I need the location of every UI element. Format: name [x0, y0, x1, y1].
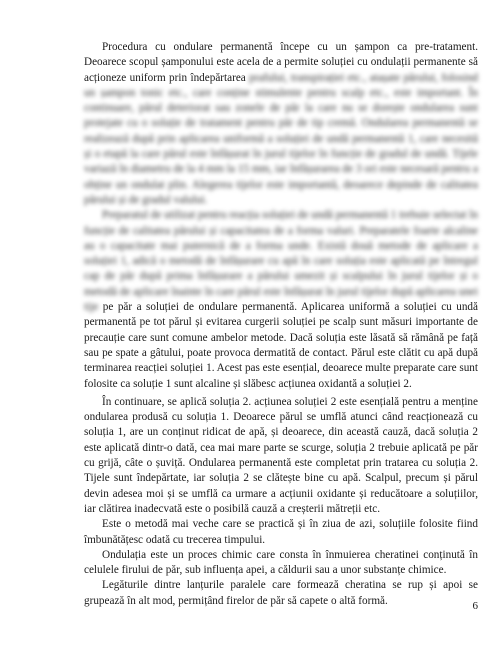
paragraph-2-blurred-text: Preparatul de utilizat pentru reacția soluției de undă permanentă 1 trebuie selectat în funcție de calitatea părului și capacitatea de a forma valuri. Preparatele foarte alcaline au o capacitate mai puternică de a forma unde. Există două metode de aplicare a soluției 1, adică o metodă de înfășurare cu apă în care soluția este aplicată pe întregul cap de păr după prima înfășurare a părului umezit și scalpului în jurul tijelor și o metodă de aplicare înainte în care părul este înfășurat în jurul tijelor după aplicarea unei tije [84, 209, 478, 314]
paragraph-2 [84, 208, 478, 392]
paragraph-3: În continuare, se aplică soluția 2. acțiunea soluției 2 este esențială pentru a menține ondularea produsă cu soluția 1. Deoarece părul se umflă atunci când reacționează cu soluția 1, are un conținut ridicat de apă, și deoarece, din această cauză, dacă soluția 2 este aplicată dintr-o dată, cea mai mare parte se scurge, soluția 2 trebuie aplicată pe păr cu grijă, câte o șuviță. Ondularea permanentă este completat prin tratarea cu soluția 2. Tijele sunt îndepărtate, iar soluția 2 se clătește bine cu apă. Scalpul, precum și părul devin adesea moi și se umflă ca urmare a acțiunii oxidante și reducătoare a soluțiilor, iar clătirea inadecvată este o posibilă cauză a creșterii mătreții etc. [84, 395, 478, 515]
intro-blurred-text: prafului, transpirației etc., atașate părului, folosind un șampon tonic etc., care conține stimulente pentru scalp etc., este important. În continuare, părul deteriorat sau zonele de păr la care nu se dorește ondularea sunt protejate cu o soluție de tratament pentru păr de tip cremă. Ondularea permanentă se realizează după prin aplicarea uniformă a soluției de undă permanentă 1, care necesită și o etapă la care părul este înfășurat în jurul tijelor în funcție de gradul de undă. Tijele variază în diametru de la 4 mm la 15 mm, iar înfășurarea de 3 ori este necesară pentru a obține un ondulat plin. Alegerea tijelor este importantă, deoarece depinde de calitatea părului și de gradul valului. [84, 71, 479, 206]
intro-visible-text: Procedura cu ondulare permanentă începe cu un șampon ca pre-tratament. Deoarece scopul șamponului este acela de a permite soluției cu ondulații permanente să acționeze uniform prin îndepărtarea [84, 41, 478, 84]
document-body [84, 40, 478, 609]
page-number: 6 [472, 600, 478, 612]
paragraph-2-visible-text: pe păr a soluției de ondulare permanentă. Aplicarea uniformă a soluției cu undă permanentă pe tot părul și evitarea curgerii soluției pe scalp sunt măsuri importante de precauție care sunt comune ambelor metode. Dacă soluția este lăsată să rămână pe față sau pe spate a gâtului, poate provoca dermatită de contact. Părul este clătit cu apă după terminarea reacției soluției 1. Acest pas este esențial, deoarece multe preparate care sunt folosite ca soluție 1 sunt alcaline și slăbesc acțiunea oxidantă a soluției 2. [84, 301, 478, 390]
intro-paragraph [84, 40, 478, 208]
paragraph-4: Este o metodă mai veche care se practică și în ziua de azi, soluțiile folosite fiind îmbunătățesc odată cu trecerea timpului. [84, 518, 478, 546]
paragraph-5: Ondulația este un proces chimic care consta în înmuierea cheratinei conținută în celulele firului de păr, sub influența apei, a căldurii sau a unor substanțe chimice. [84, 548, 478, 577]
paragraph-6: Legăturile dintre lanțurile paralele care formează cheratina se rup și apoi se grupează în alt mod, permițând firelor de păr să capete o altă formă. [84, 579, 478, 607]
